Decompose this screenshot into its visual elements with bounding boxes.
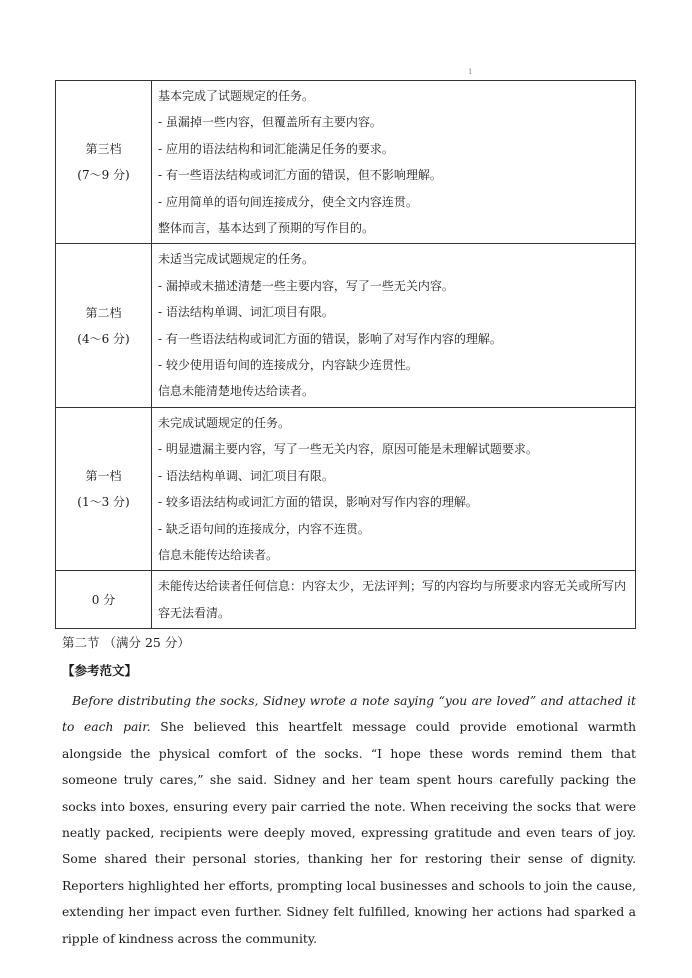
rubric-criterion-line: 基本完成了试题规定的任务。 — [158, 89, 315, 103]
rubric-level-cell — [56, 407, 152, 570]
rubric-criterion-line: - 缺乏语句间的连接成分，内容不连贯。 — [158, 521, 370, 536]
rubric-row — [56, 407, 636, 570]
rubric-criterion-line: - 有一些语法结构或词汇方面的错误，但不影响理解。 — [158, 168, 442, 183]
rubric-criterion-line: 信息未能清楚地传达给读者。 — [158, 384, 315, 399]
rubric-level-cell — [56, 81, 152, 244]
rubric-row — [56, 81, 636, 244]
rubric-row — [56, 244, 636, 407]
rubric-criterion-line: - 较多语法结构或词汇方面的错误，影响对写作内容的理解。 — [158, 495, 478, 510]
rubric-level-score: (7～9 分) — [77, 168, 130, 183]
rubric-zero-description: 未能传达给读者任何信息：内容太少，无法评判；写的内容均与所要求内容无关或所写内容无法看清。 — [152, 571, 636, 629]
rubric-criterion-line: - 有一些语法结构或词汇方面的错误，影响了对写作内容的理解。 — [158, 331, 502, 346]
rubric-level-name: 第三档 — [85, 142, 122, 157]
rubric-criterion-line: - 较少使用语句间的连接成分，内容缺少连贯性。 — [158, 358, 418, 373]
rubric-criterion-line: - 语法结构单调、词汇项目有限。 — [158, 305, 334, 320]
rubric-description-cell — [152, 81, 636, 244]
rubric-criterion-line: - 应用简单的语句间连接成分，使全文内容连贯。 — [158, 194, 418, 209]
rubric-criterion-line: 未完成试题规定的任务。 — [158, 415, 291, 430]
rubric-criterion-line: - 明显遗漏主要内容，写了一些无关内容，原因可能是未理解试题要求。 — [158, 442, 538, 457]
rubric-level-name: 第一档 — [85, 469, 122, 484]
rubric-level-score: (1～3 分) — [77, 495, 130, 510]
reference-essay — [62, 688, 636, 952]
rubric-description-cell — [152, 244, 636, 407]
rubric-level-cell: 0 分 — [56, 571, 152, 629]
essay-body: She believed this heartfelt message could provide emotional warmth alongside the physical comfort of the socks. “I hope these words remind them that someone truly cares,” she said. Sidney and her team spent hours carefully packing the socks into boxes, ensuring every pair carried the note. When receiving the socks that were neatly packed, recipients were deeply moved, expressing gratitude and even tears of joy. Some shared their personal stories, thanking her for restoring their sense of dignity. Reporters highlighted her efforts, prompting local businesses and schools to join the cause, extending her impact even further. Sidney felt fulfilled, knowing her actions had sparked a ripple of kindness across the community. — [62, 720, 637, 946]
rubric-level-name: 第二档 — [85, 305, 122, 320]
rubric-criterion-line: - 应用的语法结构和词汇能满足任务的要求。 — [158, 141, 394, 156]
rubric-description-cell — [152, 407, 636, 570]
rubric-criterion-line: - 漏掉或未描述清楚一些主要内容，写了一些无关内容。 — [158, 278, 454, 293]
rubric-level-score: (4～6 分) — [77, 331, 130, 346]
rubric-criterion-line: - 虽漏掉一些内容，但覆盖所有主要内容。 — [158, 115, 382, 130]
page-mark: 1 — [468, 68, 473, 76]
rubric-criterion-line: 信息未能传达给读者。 — [158, 547, 279, 562]
rubric-criterion-line: 整体而言，基本达到了预期的写作目的。 — [158, 221, 375, 236]
rubric-row-zero — [56, 571, 636, 629]
rubric-criterion-line: 未适当完成试题规定的任务。 — [158, 252, 315, 267]
section-heading: 第二节 （满分 25 分） — [62, 635, 190, 650]
rubric-criterion-line: - 语法结构单调、词汇项目有限。 — [158, 468, 334, 483]
essay-opening-sentence: Before distributing the socks, Sidney wrote a note saying “you are loved” and attached it to each pair. — [62, 694, 636, 735]
reference-essay-heading: 【参考范文】 — [62, 663, 138, 678]
rubric-level-cell — [56, 244, 152, 407]
scoring-rubric-table — [55, 80, 636, 629]
